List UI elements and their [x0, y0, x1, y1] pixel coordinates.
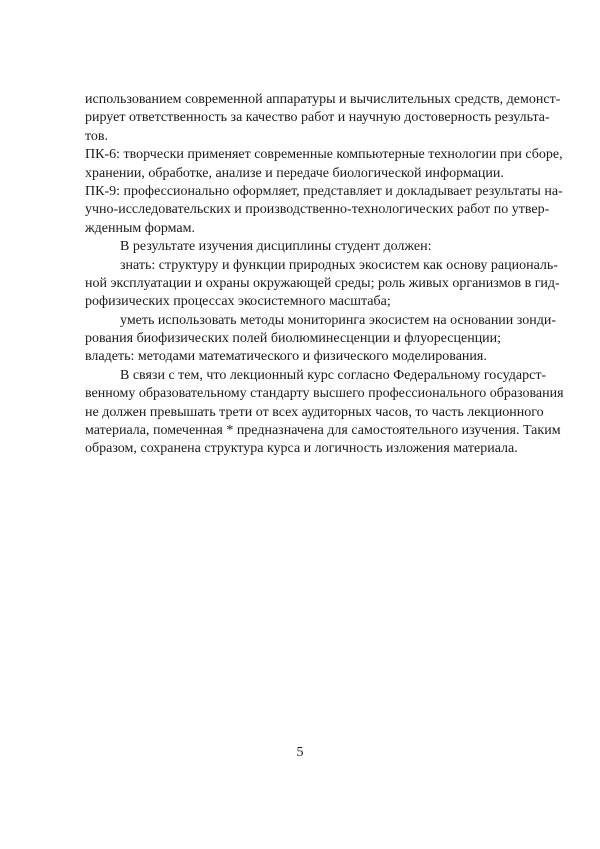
text-line: ной эксплуатации и охраны окружающей среды; роль живых организмов в гид- [85, 275, 560, 291]
text-line: хранении, обработке, анализе и передаче биологической информации. [85, 165, 504, 181]
text-line: В связи с тем, что лекционный курс согласно Федеральному государст- [120, 367, 547, 383]
text-line: использованием современной аппаратуры и вычислительных средств, демонст- [85, 92, 561, 107]
text-line: ПК-6: творчески применяет современные компьютерные технологии при сборе, [85, 147, 563, 163]
text-line: уметь использовать методы мониторинга экосистем на основании зонди- [120, 312, 557, 328]
text-line: рирует ответственность за качество работ и научную достоверность результа- [85, 110, 550, 126]
text-line: рования биофизических полей биолюминесценции и флуоресценции; [85, 331, 502, 347]
document-body [85, 91, 564, 459]
text-line: учно-исследовательских и производственно-технологических работ по утвер- [85, 202, 550, 218]
text-line: образом, сохранена структура курса и логичность изложения материала. [85, 441, 518, 457]
text-line: рофизических процессах экосистемного масштаба; [85, 294, 391, 310]
page-number: 5 [296, 745, 304, 760]
text-line: не должен превышать трети от всех аудиторных часов, то часть лекционного [85, 404, 544, 420]
text-line: тов. [85, 128, 109, 144]
text-line: материала, помеченная * предназначена для самостоятельного изучения. Таким [85, 423, 561, 439]
text-line: владеть: методами математического и физического моделирования. [85, 349, 487, 365]
text-line: жденным формам. [85, 220, 195, 236]
text-line: знать: структуру и функции природных экосистем как основу рациональ- [120, 257, 558, 273]
text-line: ПК-9: профессионально оформляет, представляет и докладывает результаты на- [85, 183, 563, 199]
text-line: В результате изучения дисциплины студент должен: [120, 239, 432, 255]
text-line: венному образовательному стандарту высшего профессионального образования [85, 386, 564, 402]
